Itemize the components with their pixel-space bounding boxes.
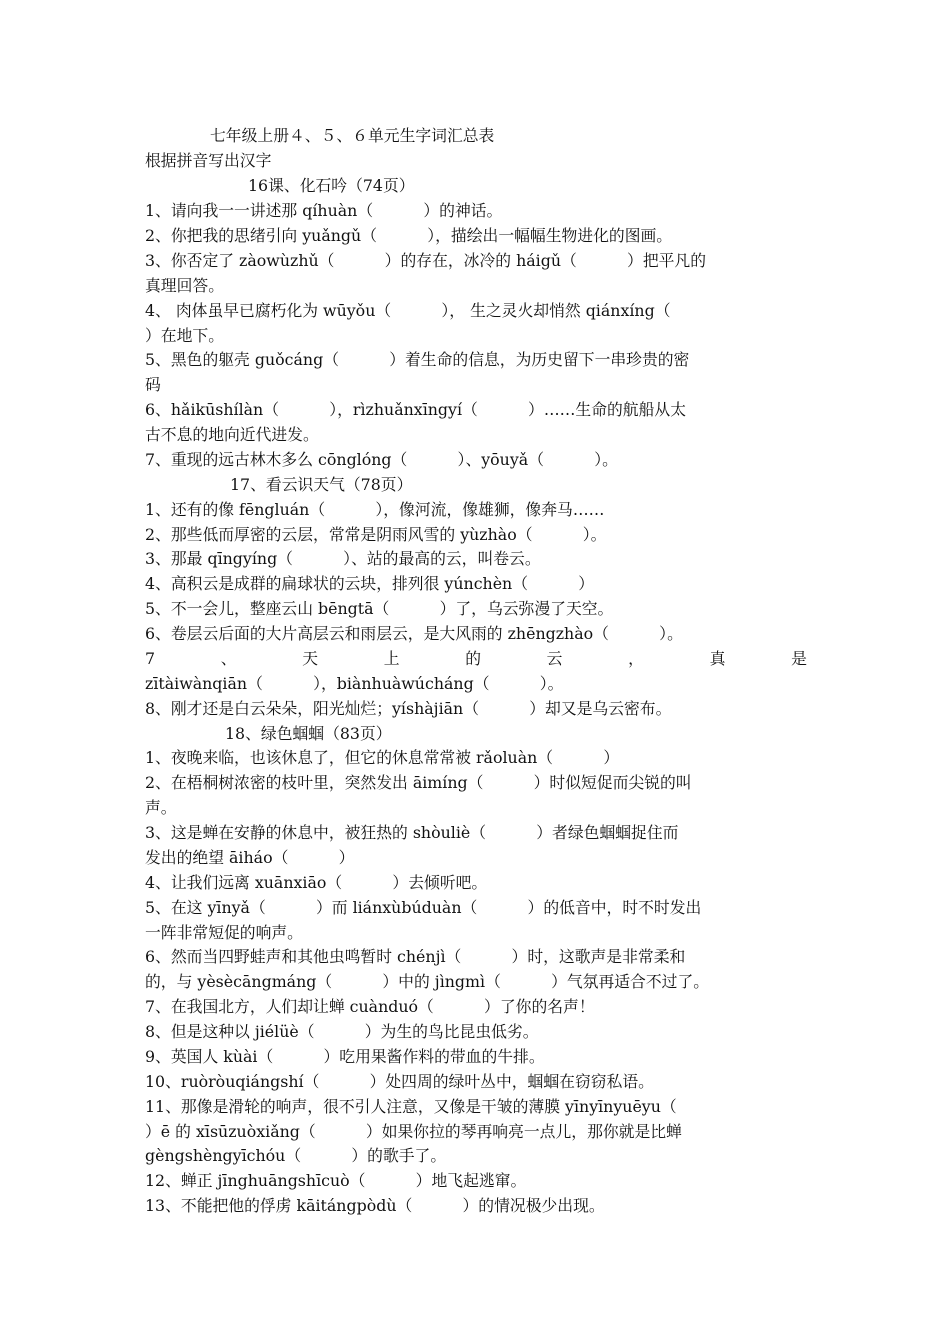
justified-char: 真 [709, 649, 726, 668]
exercise-line: ）在地下。 [145, 326, 224, 345]
justified-char: 的 [465, 649, 481, 668]
justified-char: ， [628, 649, 644, 668]
exercise-line: 1、请向我一一讲述那 qíhuàn（ ）的神话。 [145, 201, 503, 220]
exercise-line: 古不息的地向近代进发。 [145, 425, 319, 444]
justified-char: 上 [383, 649, 400, 668]
exercise-line: 声。 [145, 798, 177, 817]
justified-char: 云 [546, 649, 563, 668]
exercise-line: ）ē 的 xīsūzuòxiǎng（ ）如果你拉的琴再响亮一点儿，那你就是比蝉 [145, 1122, 682, 1141]
section-heading-16: 16课、化石吟（74页） [248, 176, 415, 195]
exercise-line: 3、这是蝉在安静的休息中，被狂热的 shòuliè（ ）者绿色蝈蝈捉住而 [145, 823, 679, 842]
exercise-line: gèngshèngyīchóu（ ）的歌手了。 [145, 1146, 447, 1165]
exercise-line: 码 [145, 375, 161, 394]
exercise-line: 6、然而当四野蛙声和其他虫鸣暂时 chénjì（ ）时，这歌声是非常柔和 [145, 947, 686, 966]
exercise-line: 4、 肉体虽早已腐朽化为 wūyǒu（ ）， 生之灵火却悄然 qiánxíng（ [145, 301, 671, 320]
justified-char: 、 [220, 649, 237, 668]
exercise-line: 的，与 yèsècāngmáng（ ）中的 jìngmì（ ）气氛再适合不过了。 [145, 972, 710, 991]
exercise-line: 4、高积云是成群的扁球状的云块，排列很 yúnchèn（ ） [145, 574, 595, 593]
exercise-line: 12、蝉正 jīnghuāngshīcuò（ ）地飞起逃窜。 [145, 1171, 527, 1190]
exercise-line: 一阵非常短促的响声。 [145, 923, 303, 942]
exercise-line: 7、在我国北方，人们却让蝉 cuànduó（ ）了你的名声！ [145, 997, 595, 1016]
exercise-line: 6、hǎikūshílàn（ ），rìzhuǎnxīngyí（ ）……生命的航船从太 [145, 400, 686, 419]
exercise-line: 7、重现的远古林木多么 cōnglóng（ ）、yōuyǎ（ ）。 [145, 450, 618, 469]
exercise-line: 3、你否定了 zàowùzhǔ（ ）的存在，冰冷的 háigǔ（ ）把平凡的 [145, 251, 707, 270]
exercise-line: 8、刚才还是白云朵朵，阳光灿烂；yíshàjiān（ ）却又是乌云密布。 [145, 699, 672, 718]
exercise-line: 2、那些低而厚密的云层，常常是阴雨风雪的 yùzhào（ ）。 [145, 525, 607, 544]
exercise-line: 13、不能把他的俘虏 kāitángpòdù（ ）的情况极少出现。 [145, 1196, 605, 1215]
section-heading-18: 18、绿色蝈蝈（83页） [225, 724, 392, 743]
justified-char: 7 [145, 649, 156, 668]
exercise-line: 4、让我们远离 xuānxiāo（ ）去倾听吧。 [145, 873, 488, 892]
exercise-line: 真理回答。 [145, 276, 224, 295]
justified-char: 天 [302, 649, 319, 668]
exercise-line: 发出的绝望 āiháo（ ） [145, 848, 355, 867]
exercise-line: 5、黑色的躯壳 guǒcáng（ ）着生命的信息，为历史留下一串珍贵的密 [145, 350, 690, 369]
exercise-line: 3、那最 qīngyíng（ ）、站的最高的云，叫卷云。 [145, 549, 541, 568]
section-heading-17: 17、看云识天气（78页） [230, 475, 413, 494]
exercise-line: zītàiwànqiān（ ），biànhuàwúcháng（ ）。 [145, 674, 564, 693]
exercise-line: 2、在梧桐树浓密的枝叶里，突然发出 āimíng（ ）时似短促而尖锐的叫 [145, 773, 692, 792]
exercise-line: 5、在这 yīnyǎ（ ）而 liánxùbúduàn（ ）的低音中，时不时发出 [145, 898, 702, 917]
exercise-line: 8、但是这种以 jiélüè（ ）为生的鸟比昆虫低劣。 [145, 1022, 539, 1041]
document-title: 七年级上册４、５、６单元生字词汇总表 [210, 126, 495, 145]
exercise-line: 1、还有的像 fēngluán（ ），像河流，像雄狮，像奔马…… [145, 500, 605, 519]
exercise-line: 11、那像是滑轮的响声，很不引人注意，又像是干皱的薄膜 yīnyīnyuēyu（ [145, 1097, 677, 1116]
exercise-line: 6、卷层云后面的大片高层云和雨层云，是大风雨的 zhēngzhào（ ）。 [145, 624, 683, 643]
exercise-line: 1、夜晚来临，也该休息了，但它的休息常常被 rǎoluàn（ ） [145, 748, 620, 767]
exercise-line: 9、英国人 kùài（ ）吃用果酱作料的带血的牛排。 [145, 1047, 545, 1066]
justified-char: 是 [791, 649, 807, 668]
justified-exercise-line [145, 647, 807, 672]
exercise-line: 10、ruòròuqiángshí（ ）处四周的绿叶丛中，蝈蝈在窃窃私语。 [145, 1072, 654, 1091]
instruction: 根据拼音写出汉字 [145, 151, 272, 170]
exercise-line: 2、你把我的思绪引向 yuǎngǔ（ ），描绘出一幅幅生物进化的图画。 [145, 226, 673, 245]
exercise-line: 5、不一会儿，整座云山 bēngtā（ ）了，乌云弥漫了天空。 [145, 599, 614, 618]
